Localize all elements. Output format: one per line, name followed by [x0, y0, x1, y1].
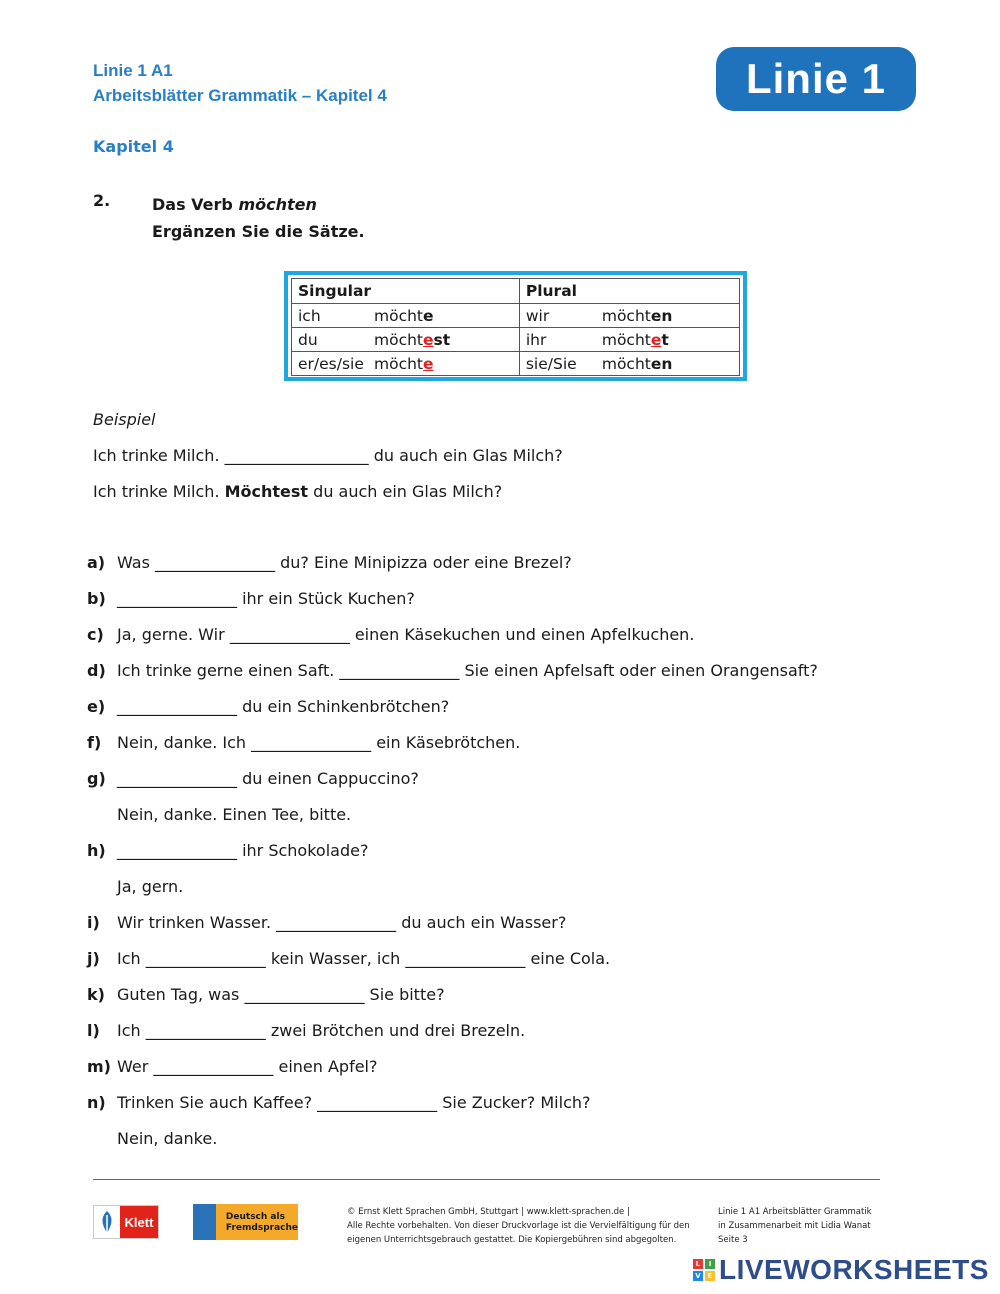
exercise-number: 2. [93, 191, 111, 210]
item-label: b) [87, 589, 106, 608]
lw-block: L [693, 1259, 703, 1269]
ending: st [433, 330, 451, 349]
ending: en [650, 306, 673, 325]
item-text[interactable]: _______________ ihr Schokolade? [117, 841, 369, 860]
liveworksheets-text: LIVEWORKSHEETS [719, 1254, 989, 1285]
answer-suffix: du auch ein Glas Milch? [308, 482, 503, 501]
footer-divider [93, 1179, 880, 1180]
item-text[interactable]: _______________ du einen Cappuccino? [117, 769, 419, 788]
item-text[interactable]: _______________ ihr ein Stück Kuchen? [117, 589, 415, 608]
exercise-item [87, 553, 572, 572]
lw-block: V [693, 1271, 703, 1281]
page-info-line: Linie 1 A1 Arbeitsblätter Grammatik [718, 1207, 872, 1217]
table-row [292, 328, 740, 352]
ending-highlight: e [423, 354, 434, 373]
item-label: d) [87, 661, 106, 680]
item-label: n) [87, 1093, 106, 1112]
item-text[interactable]: Ich _______________ kein Wasser, ich _______________ eine Cola. [117, 949, 611, 968]
table-row [292, 352, 740, 376]
item-text[interactable]: Nein, danke. Ich _______________ ein Käsebrötchen. [117, 733, 521, 752]
example-label: Beispiel [93, 410, 156, 429]
header-plural: Plural [519, 279, 739, 304]
item-continuation: Nein, danke. Einen Tee, bitte. [117, 805, 352, 824]
liveworksheets-icon [693, 1259, 715, 1281]
item-text[interactable]: Ich trinke gerne einen Saft. _______________ Sie einen Apfelsaft oder einen Orangensaft? [117, 661, 818, 680]
daf-blue-square [193, 1204, 216, 1240]
header-singular: Singular [292, 279, 520, 304]
stem: möcht [601, 354, 651, 373]
exercise-item [87, 949, 610, 968]
pronoun: sie/Sie [525, 354, 577, 373]
daf-line2: Fremdsprache [225, 1223, 298, 1233]
exercise-item [87, 697, 449, 716]
pronoun: du [298, 330, 318, 349]
item-label: k) [87, 985, 105, 1004]
pronoun: ihr [525, 330, 547, 349]
conjugation-table [284, 271, 747, 381]
exercise-item [87, 985, 445, 1004]
klett-text: Klett [120, 1206, 158, 1238]
item-label: l) [87, 1021, 100, 1040]
copyright-line: eigenen Unterrichtsgebrauch gestattet. Die Kopiergebühren sind abgegolten. [347, 1235, 677, 1245]
item-continuation: Nein, danke. [117, 1129, 218, 1148]
ending: en [650, 354, 673, 373]
stem: möcht [601, 330, 651, 349]
table-row [292, 304, 740, 328]
header-line2: Arbeitsblätter Grammatik – Kapitel 4 [93, 86, 387, 105]
item-text[interactable]: Ich _______________ zwei Brötchen und drei Brezeln. [117, 1021, 526, 1040]
copyright-line: © Ernst Klett Sprachen GmbH, Stuttgart | www.klett-sprachen.de | [347, 1207, 630, 1217]
item-text[interactable]: Was _______________ du? Eine Minipizza oder eine Brezel? [117, 553, 572, 572]
exercise-title [152, 191, 365, 245]
stem: möcht [601, 306, 651, 325]
item-label: e) [87, 697, 106, 716]
stem: möcht [374, 306, 424, 325]
item-label: f) [87, 733, 102, 752]
title-prefix: Das Verb [152, 195, 239, 214]
lw-block: E [705, 1271, 715, 1281]
klett-leaf-icon [94, 1206, 120, 1238]
page-info [718, 1205, 872, 1247]
exercise-item [87, 661, 818, 680]
item-label: c) [87, 625, 104, 644]
item-text[interactable]: Trinken Sie auch Kaffee? _______________ Sie Zucker? Milch? [117, 1093, 591, 1112]
lw-block: I [705, 1259, 715, 1269]
ending: t [661, 330, 669, 349]
item-text[interactable]: Guten Tag, was _______________ Sie bitte? [117, 985, 445, 1004]
exercise-item [87, 589, 415, 608]
exercise-item [87, 1021, 525, 1040]
pronoun: er/es/sie [298, 354, 364, 373]
item-label: a) [87, 553, 106, 572]
exercise-item [87, 841, 368, 860]
item-label: j) [87, 949, 100, 968]
item-label: m) [87, 1057, 111, 1076]
page-info-line: in Zusammenarbeit mit Lidia Wanat [718, 1221, 871, 1231]
exercise-item [87, 1057, 378, 1076]
exercise-item [87, 1093, 591, 1112]
pronoun: wir [525, 306, 550, 325]
chapter-heading: Kapitel 4 [93, 137, 174, 156]
logo-text: Linie 1 [745, 55, 887, 102]
exercise-instruction: Ergänzen Sie die Sätze. [152, 222, 365, 241]
pronoun: ich [298, 306, 321, 325]
page-number: Seite 3 [718, 1235, 748, 1245]
exercise-item [87, 913, 566, 932]
answer-verb: Möchtest [224, 482, 309, 501]
title-verb: möchten [238, 195, 317, 214]
item-label: h) [87, 841, 106, 860]
example-answer [93, 482, 502, 501]
item-continuation: Ja, gern. [117, 877, 184, 896]
exercise-item [87, 625, 694, 644]
item-label: g) [87, 769, 106, 788]
item-text[interactable]: Wer _______________ einen Apfel? [117, 1057, 378, 1076]
answer-prefix: Ich trinke Milch. [93, 482, 225, 501]
ending-highlight: e [423, 330, 434, 349]
item-text[interactable]: Wir trinken Wasser. _______________ du auch ein Wasser? [117, 913, 567, 932]
ending-highlight: e [650, 330, 662, 349]
linie1-logo [716, 47, 916, 111]
exercise-item [87, 769, 419, 788]
item-text[interactable]: Ja, gerne. Wir _______________ einen Käsekuchen und einen Apfelkuchen. [117, 625, 695, 644]
stem: möcht [374, 354, 424, 373]
document-header [93, 58, 387, 108]
example-question: Ich trinke Milch. __________________ du auch ein Glas Milch? [93, 446, 563, 465]
daf-line1: Deutsch als [225, 1212, 285, 1222]
stem: möcht [374, 330, 424, 349]
copyright-notice [347, 1205, 690, 1247]
liveworksheets-watermark [693, 1254, 989, 1286]
header-line1: Linie 1 A1 [93, 61, 173, 80]
item-text[interactable]: _______________ du ein Schinkenbrötchen? [117, 697, 450, 716]
klett-logo [93, 1205, 159, 1239]
ending: e [423, 306, 434, 325]
daf-logo [193, 1204, 298, 1240]
copyright-line: Alle Rechte vorbehalten. Von dieser Druckvorlage ist die Vervielfältigung für den [347, 1221, 690, 1231]
exercise-item [87, 733, 520, 752]
item-label: i) [87, 913, 100, 932]
